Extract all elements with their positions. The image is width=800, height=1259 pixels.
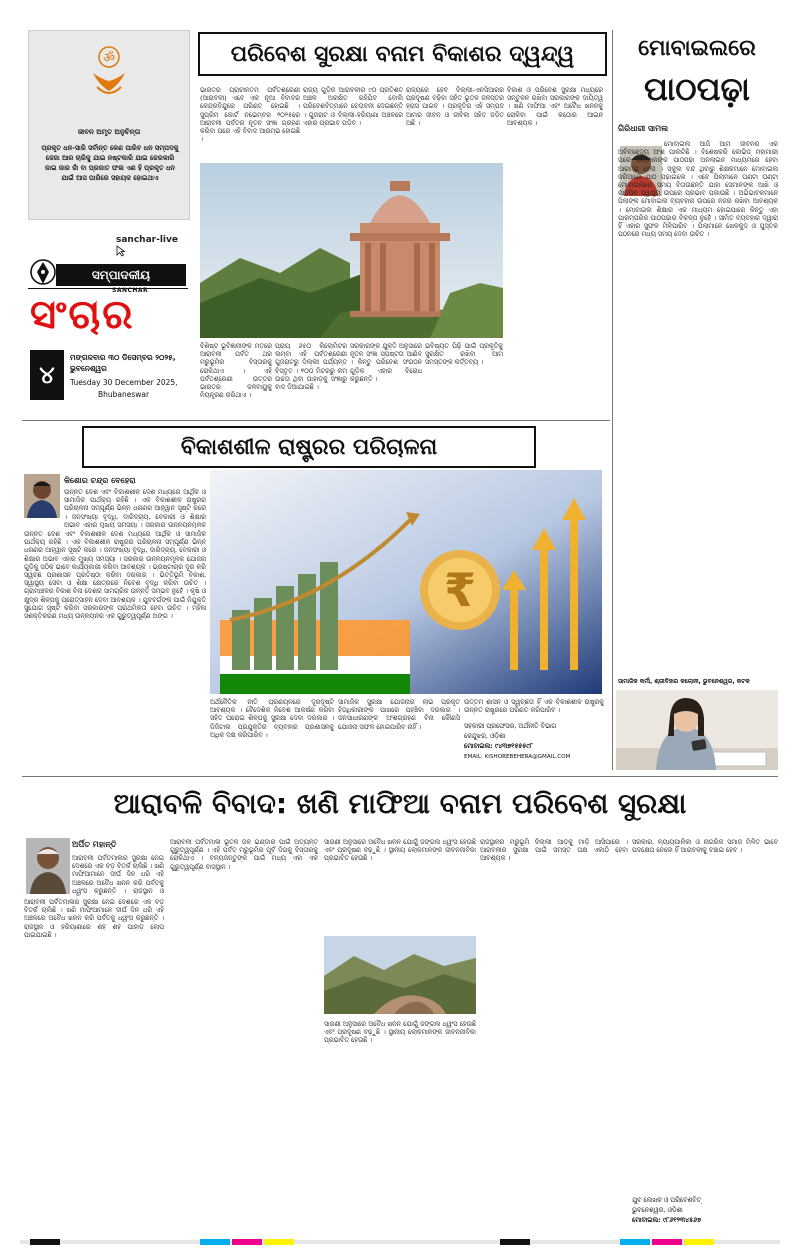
article3-col3: ସାରଣୀ ଅନୁସାରେ ଅବୈଧ ଖନନ ଯୋଗୁଁ ଜଙ୍ଗଲ ଧ୍ୱଂସ ହେଉଛି ଏବଂ ପ୍ରଦୂଷଣ ବଢ଼ୁଛି । ସ୍ଥାନୀୟ ଲୋକମାନଙ୍କ ଜୀବନଜୀବିକା ପ୍ରଭାବିତ ହେଉଛି ।: [324, 838, 476, 863]
date-english: Tuesday 30 December 2025,: [70, 378, 178, 387]
quote-box: [28, 30, 190, 220]
masthead-small: SANCHAR: [112, 287, 149, 294]
cursor-icon: [116, 245, 126, 257]
article3-author: ଅର୍ପିତ ମହାନ୍ତି: [72, 840, 117, 849]
article3-place: ଭୁବନେଶ୍ୱର, ଓଡ଼ିଶା: [632, 1206, 683, 1214]
article3-col5: ସରକାର, ନ୍ୟାୟପାଳିକା ଓ ନାଗରିକ ସମାଜ ମିଳିତ ଭାବେ ପଦକ୍ଷେପ ନେଲେ ହିଁ ଆରାବଳୀକୁ ବଞ୍ଚାଇ ହେବ ।: [632, 838, 778, 855]
article3-signature: ଯୁବ ଲେଖକ ଓ ପରିବେଶବିତ୍: [632, 1196, 702, 1204]
article2-col3: ସାମାଜିକ ସୁରକ୍ଷା ଯୋଜନାର ଲାଭ ପ୍ରକୃତ ହିତାଧିକାରୀଙ୍କ ପାଖରେ ପହଞ୍ଚିବା ଦରକାର । ଜନସାଧାରଣଙ୍କ ଅଂଶଗ୍ରହଣ ବିନା କୌଣସି ଯୋଜନା ସଫଳ ହୋଇପାରିବ ନାହିଁ ।: [338, 698, 460, 731]
economy-growth-chart-image: [210, 470, 602, 694]
svg-text:ॐ: ॐ: [103, 51, 115, 66]
article2-email[interactable]: EMAIL: KISHOREBEHERA@GMAIL.COM: [464, 754, 571, 760]
headline-mobile-line1: ମୋବାଇଲରେ: [638, 36, 756, 61]
article3-col4: ରାଜସ୍ଥାନର ମରୁଭୂମି ଦିଲ୍ଲୀ ଆଡ଼କୁ ମାଡ଼ି ଆସିପାରେ । ଆରାବଳୀର ସୁରକ୍ଷା ପାଇଁ ସମସ୍ତ ପକ୍ଷ ଏକାଠି ହେବା ଆବଶ୍ୟକ ।: [480, 838, 628, 863]
headline-developing-nation: ବିକାଶଶୀଳ ରାଷ୍ଟ୍ରର ପରିଚାଳନା: [82, 426, 536, 468]
article3-col1-top: ଆରାବଳୀ ପର୍ବତମାଳାର ସୁରକ୍ଷା ନେଇ ଦେଶରେ ଏକ ବଡ଼ ବିତର୍କ ଚାଲିଛି । ଖଣି ମାଫିଆମାନେ ଦୀର୍ଘ ଦିନ ଧରି ଏହି ଅଞ୍ଚଳରେ ଅବୈଧ ଖନନ କରି ପର୍ବତକୁ ଧ୍ୱଂସ କରୁଛନ୍ତି । ରାଜସ୍ଥାନ ଓ: [72, 854, 164, 895]
mobile-author: ଗିରିଧାରୀ ସାମଲ: [618, 124, 669, 133]
site-text: sanchar-live: [116, 235, 178, 245]
article3-col2: ଆରାବଳୀ ପର୍ବତମାଳା ଭୂତଳ ଜଳ ଭଣ୍ଡାର ପାଇଁ ଅତ୍ୟନ୍ତ ଗୁରୁତ୍ୱପୂର୍ଣ୍ଣ । ଏହି ପର୍ବତ ମରୁଭୂମିର ପୂର୍ବ ଦିଗକୁ ବିସ୍ତାରକୁ ରୋକିଥାଏ । ବନ୍ୟଜନ୍ତୁଙ୍କ ପାଇଁ ମଧ୍ୟ ଏହା ଏକ ଗୁରୁତ୍ୱପୂର୍ଣ୍ଣ ବାସସ୍ଥାନ ।: [170, 838, 318, 871]
supreme-court-photo: [200, 163, 503, 338]
mobile-signature: ସାମାଜିକ କର୍ମୀ, ଶ୍ରୀବିହାର କଲୋନୀ, ଭୁବନେଶ୍ୱର, କଟକ: [618, 678, 750, 685]
article1-lower-col3: ସରକାରଙ୍କ ଯୁକ୍ତି ଅନୁସାରେ ନୂତନ ସଂଜ୍ଞା ସ୍ପଷ୍ଟତା ଆଣିବ । କିନ୍ତୁ ପରିବେଶ ସଂଗଠନ ଗୁଡ଼ିକ ଏହାର ବିରୋଧ କରୁଛନ୍ତି ।: [350, 342, 422, 383]
masthead-rule: [28, 288, 188, 289]
article2-col1-cont: ଉନ୍ନତ ଦେଶ ଏବଂ ବିକାଶଶୀଳ ଦେଶ ମଧ୍ୟରେ ଆର୍ଥିକ ଓ ସାମାଜିକ ପାର୍ଥକ୍ୟ ରହିଛି । ଏକ ବିକାଶଶୀଳ ରାଷ୍ଟ୍ରର ପରିଚାଳନା ସମ୍ପୂର୍ଣ୍ଣ ଭିନ୍ନ ଧରଣର ଆହ୍ୱାନ ସୃଷ୍ଟି କରେ । ଜନସଂଖ୍ୟା ବୃଦ୍ଧି, ଦାରିଦ୍ର୍ୟ, ବେକାରୀ ଓ ଶିକ୍ଷାର ଅଭାବ ଏହାର ମୁଖ୍ୟ ସମସ୍ୟା । ସରକାର ଉନ୍ନୟନମୂଳକ ଯୋଜନା ଗୁଡ଼ିକୁ ସଠିକ୍ ଭାବେ କାର୍ଯ୍ୟକାରୀ କରିବା ଆବଶ୍ୟକ । ଭ୍ରଷ୍ଟାଚାର ଦୂର କରି ସ୍ୱଚ୍ଛ ପ୍ରଶାସନ ପ୍ରତିଷ୍ଠା କରିବା ଦରକାର । ଭିତ୍ତିଭୂମି ବିକାଶ, ସ୍ୱାସ୍ଥ୍ୟ ସେବା ଓ ଶିକ୍ଷା କ୍ଷେତ୍ରରେ ନିବେଶ ବୃଦ୍ଧି କରିବା ଉଚିତ । ଗ୍ରାମାଞ୍ଚଳର ବିକାଶ ବିନା ଦେଶର ସାମଗ୍ରିକ ଉନ୍ନତି ସମ୍ଭବ ନୁହେଁ । କୃଷି ଓ କ୍ଷୁଦ୍ର ଶିଳ୍ପକୁ ପ୍ରୋତ୍ସାହନ ଦେବା ଆବଶ୍ୟକ । ଯୁବବର୍ଗଙ୍କ ପାଇଁ ନିଯୁକ୍ତି ସୁଯୋଗ ସୃଷ୍ଟି କରିବା ସରକାରଙ୍କ ପ୍ରାଥମିକତା ହେବା ଉଚିତ । ମହିଳା ସଶକ୍ତିକରଣ ମଧ୍ୟ ଉନ୍ନୟନର ଏକ ଗୁରୁତ୍ୱପୂର୍ଣ୍ଣ ଅଙ୍ଗ ।: [24, 530, 206, 621]
om-icon: [87, 43, 131, 101]
page-number-box: [30, 350, 64, 400]
headline-mobile-line2: ପାଠପଢ଼ା: [644, 70, 750, 108]
registration-strip: [0, 1236, 800, 1248]
left-panel: [28, 30, 190, 313]
article1-col4: ବିକାଶ ଓ ପରିବେଶ ସୁରକ୍ଷା ମଧ୍ୟରେ ସନ୍ତୁଳନ ରଖିବା ସରକାରଙ୍କ ଦାୟିତ୍ୱ । ଖଣି ମାଫିଆ ଏବଂ ଅବୈଧ ଖନନକୁ ରୋକିବା ପାଇଁ କଠୋର ଆଇନ ଆବଶ୍ୟକ ।: [507, 86, 603, 127]
author-photo-arpit: [26, 838, 70, 894]
section3-rule: [22, 776, 778, 777]
author-photo-kishore: [24, 474, 60, 518]
masthead-logo: ସଂଚାର: [30, 292, 135, 338]
section2-rule: [22, 420, 610, 421]
date-odia: ମଙ୍ଗଳବାର ୩୦ ଡିସେମ୍ବର ୨୦୨୫, ଭୁବନେଶ୍ୱର: [70, 353, 176, 373]
article1-lower-col1: ବିଶିଷ୍ଟ ଭୂବିଜ୍ଞାନୀଙ୍କ ମତରେ ଆରାବଳୀ ପର୍ବତ ଥର ମରୁଭୂମିର ବିସ୍ତାରକୁ ରୋକିଥାଏ । ଏହି ପର୍ବତଶ୍ରେଣୀ ଉତ୍ତର ଭାରତର ଜଳବାୟୁକୁ ନିୟନ୍ତ୍ରଣ କରିଥାଏ ।: [200, 342, 272, 400]
headline-environment-vs-development: ପରିବେଶ ସୁରକ୍ଷା ବନାମ ବିକାଶର ଦ୍ୱନ୍ଦ୍ୱ: [198, 32, 607, 76]
article1-lower-col2: ପ୍ରାୟ ୬୫୦ କିଲୋମିଟର ଲମ୍ବା ଏହି ପର୍ବତଶ୍ରେଣୀ ଗୁଜରାଟରୁ ଦିଲ୍ଲୀ ପର୍ଯ୍ୟନ୍ତ ବିସ୍ତୃତ । ୧୦୦ ମିଟରରୁ କମ୍ ଉଚ୍ଚତା ଥିବା ପାହାଡ଼କୁ ସଂଜ୍ଞାରୁ ବାଦ ଦିଆଯାଇଛି ।: [275, 342, 347, 392]
sampadakiya-label: ସମ୍ପାଦକୀୟ: [56, 264, 186, 286]
article1-lower-col4: ଭବିଷ୍ୟତ ପିଢ଼ି ପାଇଁ ପ୍ରକୃତିକୁ ସୁରକ୍ଷିତ ରଖିବା ଆମ ସମସ୍ତଙ୍କ କର୍ତ୍ତବ୍ୟ ।: [425, 342, 503, 367]
article1-col3: ରାଜ୍ୟରେ ହେବ ଦିଲ୍ଲୀ-ଏନସିଆରର ପ୍ରଦୂଷଣ ବଢ଼ିବା ସହିତ ଭୂତଳ ଜଳସ୍ତର ହ୍ରାସ ପାଇବ । ପ୍ରକୃତିର ଏହି ସମ୍ପଦ ଆମର ଜୀବନ ଓ ଜୀବିକା ସହିତ ଜଡ଼ିତ ଅଛି ।: [406, 86, 504, 127]
right-column-divider: [612, 30, 613, 770]
article3-col3-lower: ସାରଣୀ ଅନୁସାରେ ଅବୈଧ ଖନନ ଯୋଗୁଁ ଜଙ୍ଗଲ ଧ୍ୱଂସ ହେଉଛି ଏବଂ ପ୍ରଦୂଷଣ ବଢ଼ୁଛି । ସ୍ଥାନୀୟ ଲୋକମାନଙ୍କ ଜୀବନଜୀବିକା ପ୍ରଭାବିତ ହେଉଛି ।: [324, 1020, 476, 1045]
city: Bhubaneswar: [98, 390, 150, 399]
headline-aravali-dispute: ଆରାବଳି ବିବାଦ: ଖଣି ମାଫିଆ ବନାମ ପରିବେଶ ସୁରକ୍ଷା: [113, 787, 687, 820]
article2-col1: ଉନ୍ନତ ଦେଶ ଏବଂ ବିକାଶଶୀଳ ଦେଶ ମଧ୍ୟରେ ଆର୍ଥିକ ଓ ସାମାଜିକ ପାର୍ଥକ୍ୟ ରହିଛି । ଏକ ବିକାଶଶୀଳ ରାଷ୍ଟ୍ରର ପରିଚାଳନା ସମ୍ପୂର୍ଣ୍ଣ ଭିନ୍ନ ଧରଣର ଆହ୍ୱାନ ସୃଷ୍ଟି କରେ । ଜନସଂଖ୍ୟା ବୃଦ୍ଧି, ଦାରିଦ୍ର୍ୟ, ବେକାରୀ ଓ ଶିକ୍ଷାର ଅଭାବ ଏହାର ମୁଖ୍ୟ ସମସ୍ୟା । ସରକାର ଉନ୍ନୟନମୂଳକ: [64, 488, 206, 528]
mobile-article-text: ମୋବାଇଲ ଆଜି ଆମ ଜୀବନର ଏକ ଅବିଚ୍ଛେଦ୍ୟ ଅଂଶ ପାଲଟିଛି । ବିଶେଷକରି କୋଭିଡ୍ ମହାମାରୀ ପରେ ପିଲାମାନଙ୍କ ପାଠପଢ଼ା ଅନଲାଇନ ମାଧ୍ୟମରେ ହେବା ଆରମ୍ଭ ହେଲା । ସ୍କୁଲ ବନ୍ଦ ଥିବାରୁ ଶିକ୍ଷକମାନେ ମୋବାଇଲ ଜରିଆରେ ପାଠ ପଢ଼ାଇଲେ । ଏବେ ପିଲାମାନେ ଘଣ୍ଟା ଘଣ୍ଟା ମୋବାଇଲରେ ସମୟ ବିତାଉଛନ୍ତି ଯାହା ସେମାନଙ୍କ ଆଖି ଓ ମାନସିକ ସ୍ୱାସ୍ଥ୍ୟ ଉପରେ ପ୍ରଭାବ ପକାଉଛି । ଅଭିଭାବକମାନେ ପିଲାଙ୍କ ମୋବାଇଲ ବ୍ୟବହାର ଉପରେ ନଜର ରଖିବା ଆବଶ୍ୟକ । ମୋବାଇଲ ଶିକ୍ଷାର ଏକ ମାଧ୍ୟମ ହୋଇପାରେ କିନ୍ତୁ ଏହା ପାରମ୍ପରିକ ପାଠପଢ଼ାର ବିକଳ୍ପ ନୁହେଁ । ସୀମିତ ବ୍ୟବହାର ଦ୍ୱାରା ହିଁ ଏହାର ସୁଫଳ ମିଳିପାରିବ । ପିଲାମାନେ ଖେଳକୁଦ ଓ ପୁସ୍ତକ ପଠନରେ ମଧ୍ୟ ସମୟ ଦେବା ଉଚିତ ।: [618, 140, 778, 239]
article2-author: କିଶୋର ଚନ୍ଦ୍ର ବେହେରା: [64, 476, 136, 485]
article3-col1: ଆରାବଳୀ ପର୍ବତମାଳାର ସୁରକ୍ଷା ନେଇ ଦେଶରେ ଏକ ବଡ଼ ବିତର୍କ ଚାଲିଛି । ଖଣି ମାଫିଆମାନେ ଦୀର୍ଘ ଦିନ ଧରି ଏହି ଅଞ୍ଚଳରେ ଅବୈଧ ଖନନ କରି ପର୍ବତକୁ ଧ୍ୱଂସ କରୁଛନ୍ତି । ରାଜସ୍ଥାନ ଓ ହରିୟାଣାରେ ଶହ ଶହ ପାହାଡ଼ ଲୋପ ପାଇଯାଇଛି ।: [24, 898, 164, 939]
quote-text: ପ୍ରକୃତ ଧନ-ସାରି ସର୍ବାନ୍ତ କେଣ ପାରିବ ଧନ ସମ୍ପଦକୁ ଜେଜା ଆର ଚାରିକୁ ଯାଇ ନଷ୍ଟକାରି ଯାଇ ଜେରକାରି ଜାଇ ଜାର ଜାଁ ବା ପ୍ରଜାତ ଫଳା ଏଣ ହି ପ୍ରକୃତ ଧନ ଯାଇଁ ଆସ ପାରିରେ ସହାୟକ ହୋଇଥାଏ: [41, 144, 179, 182]
article2-col2: ଅର୍ଥନୈତିକ ନୀତି ପ୍ରଣୟନରେ ଦୂରଦୃଷ୍ଟି ଆବଶ୍ୟକ । ବୈଦେଶିକ ନିବେଶ ଆକର୍ଷଣ କରିବା ସହିତ ଘରୋଇ ଶିଳ୍ପକୁ ସୁରକ୍ଷା ଦେବା ଦରକାର । ଡିଜିଟାଲ ପ୍ରଯୁକ୍ତିର ବ୍ୟବହାର ପ୍ରଶାସନକୁ ଅଧିକ ଦକ୍ଷ କରିପାରିବ ।: [210, 698, 334, 739]
rupee-symbol: ₹: [443, 563, 477, 617]
page-number: ୪: [39, 361, 55, 389]
pen-nib-icon: [30, 258, 56, 288]
article1-col2: ରାଜ୍ୟ ଗୁଡ଼ିକ ଆରାବଳୀର ୯୦ ପ୍ରତିଶତ ଅଞ୍ଚଳ ଅରକ୍ଷିତ ରହିଯିବ ବୋଲି ପରିବେଶବିତ୍ମାନେ ଚେତାବନୀ ଦେଇଛନ୍ତି । ଗୁଜରାଟ ଓ ଦିଲ୍ଲୀ-ହରିୟାଣା ଅଞ୍ଚଳରେ ଏହାର ପ୍ରଭାବ ପଡ଼ିବ ।: [303, 86, 403, 127]
article2-col4: ଉତ୍ତମ ଶାସନ ଓ ସ୍ୱଚ୍ଛତା ହିଁ ଏକ ବିକାଶଶୀଳ ରାଷ୍ଟ୍ରକୁ ଉନ୍ନତ ରାଷ୍ଟ୍ରରେ ପରିଣତ କରିପାରିବ ।: [464, 698, 604, 715]
article2-phone: ମୋବାଇଲ: ୯୪୩୭୧୫୫୫୯୮: [464, 742, 533, 750]
article3-phone: ମୋବାଇଲ: ୯୮୬୧୨୩୪୫୬୭: [632, 1216, 701, 1224]
article2-place: କେନ୍ଦୁଝର, ଓଡ଼ିଶା: [464, 732, 506, 740]
article2-signature: ସହକାରୀ ପ୍ରଫେସର, ଅର୍ଥନୀତି ବିଭାଗ: [464, 722, 557, 730]
quote-title: ଜୀବନ ଅମୃତ ଅନୁଚିନ୍ତା: [77, 128, 141, 136]
site-link[interactable]: [116, 235, 190, 258]
aravali-hills-photo: [324, 936, 476, 1014]
girl-with-phone-photo: [616, 690, 778, 770]
article1-col1: ଭାରତର ପ୍ରାଚୀନତମ ପର୍ବତଶ୍ରେଣୀ (ଆରାବଳୀ) ଏବେ ଏକ ନୂଆ ବିବାଦର କେନ୍ଦ୍ରବିନ୍ଦୁରେ ପରିଣତ ହୋଇଛି । ସୁପ୍ରିମ କୋର୍ଟ ନଭେମ୍ବର ୨୦୨୫ରେ ଆରାବଳୀ ପର୍ବତର ନୂତନ ସଂଜ୍ଞା ଗ୍ରହଣ କରିବା ପରେ ଏହି ବିବାଦ ଆରମ୍ଭ ହୋଇଛି ।: [200, 86, 300, 144]
